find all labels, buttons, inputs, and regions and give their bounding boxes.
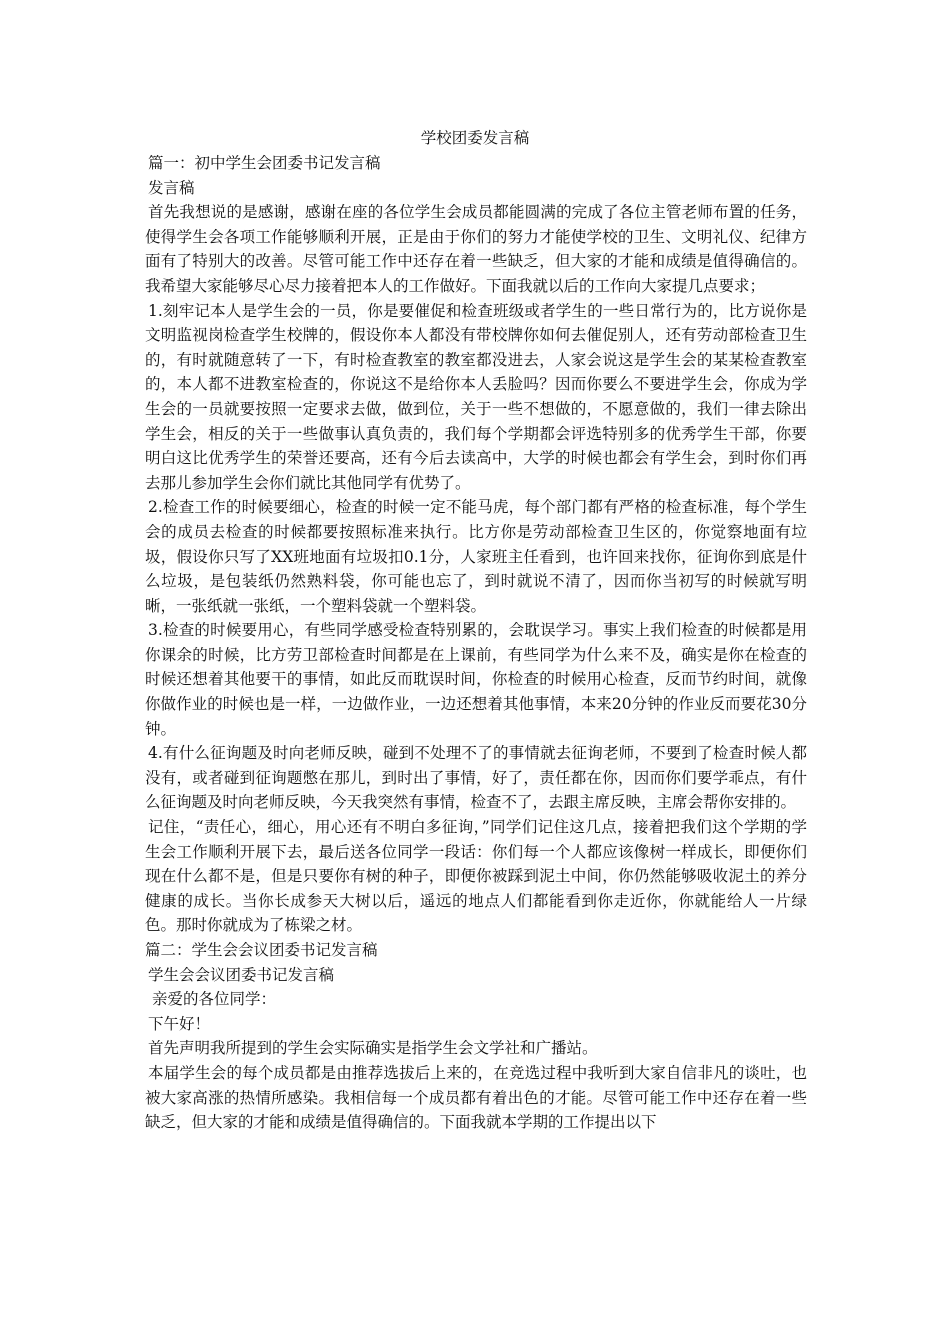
paragraph: 首先我想说的是感谢，感谢在座的各位学生会成员都能圆满的完成了各位主管老师布置的任务，使得学生会各项工作能够顺利开展，正是由于你们的努力才能使学校的卫生、文明礼仪、纪律方面有了特别大的改善。尽管可能工作中还存在着一些缺乏，但大家的才能和成绩是值得确信的。我希望大家能够尽心尽力接着把本人的工作做好。下面我就以后的工作向大家提几点要求；: [145, 203, 807, 295]
document-title: 学校团委发言稿: [420, 129, 530, 147]
paragraph: 学生会会议团委书记发言稿: [148, 965, 335, 984]
paragraph: 首先声明我所提到的学生会实际确实是指学生会文学社和广播站。: [148, 1039, 598, 1058]
paragraph: 记住，“责任心，细心，用心还有不明白多征询，”同学们记住这几点，接着把我们这个学期的学生会工作顺利开展下去，最后送各位同学一段话：你们每一个人都应该像树一样成长，即便你们现在什么都不是，但是只要你有树的种子，即便你被踩到泥土中间，你仍然能够吸收泥土的养分健康的成长。当你长成参天大树以后，遥远的地点人们都能看到你走近你，你就能给人一片绿色。那时你就成为了栋梁之材。: [145, 818, 807, 935]
paragraph: 2.检查工作的时候要细心，检查的时候一定不能马虎，每个部门都有严格的检查标准，每个学生会的成员去检查的时候都要按照标准来执行。比方你是劳动部检查卫生区的，你觉察地面有垃圾，假设你只写了XX班地面有垃圾扣0.1分，人家班主任看到，也许回来找你，征询你到底是什么垃圾，是包装纸仍然熟料袋，你可能也忘了，到时就说不清了，因而你当初写的时候就写明晰，一张纸就一张纸，一个塑料袋就一个塑料袋。: [145, 498, 807, 615]
paragraph: 本届学生会的每个成员都是由推荐选拔后上来的，在竞选过程中我听到大家自信非凡的谈吐，也被大家高涨的热情所感染。我相信每一个成员都有着出色的才能。尽管可能工作中还存在着一些缺乏，但大家的才能和成绩是值得确信的。下面我就本学期的工作提出以下: [145, 1063, 807, 1132]
paragraph: 1.刻牢记本人是学生会的一员，你是要催促和检查班级或者学生的一些日常行为的，比方说你是文明监视岗检查学生校牌的，假设你本人都没有带校牌你如何去催促别人，还有劳动部检查卫生的，有时就随意转了一下，有时检查教室的教室都没进去，人家会说这是学生会的某某检查教室的，本人都不进教室检查的，你说这不是给你本人丢脸吗？因而你要么不要进学生会，你成为学生会的一员就要按照一定要求去做，做到位，关于一些不想做的，不愿意做的，我们一律去除出学生会，相反的关于一些做事认真负责的，我们每个学期都会评选特别多的优秀学生干部，你要明白这比优秀学生的荣誉还要高，还有今后去读高中，大学的时候也都会有学生会，到时你们再去那儿参加学生会你们就比其他同学有优势了。: [145, 301, 807, 492]
paragraph: 篇二：学生会会议团委书记发言稿: [145, 941, 378, 959]
paragraph: 4.有什么征询题及时向老师反映，碰到不处理不了的事情就去征询老师，不要到了检查时候人都没有，或者碰到征询题憋在那儿，到时出了事情，好了，责任都在你，因而你们要学乖点，有什么征询题及时向老师反映，今天我突然有事情，检查不了，去跟主席反映，主席会帮你安排的。: [145, 744, 807, 812]
paragraph: 亲爱的各位同学：: [152, 990, 277, 1009]
paragraph: 3.检查的时候要用心，有些同学感受检查特别累的，会耽误学习。事实上我们检查的时候都是用你课余的时候，比方劳卫部检查时间都是在上课前，有些同学为什么来不及，确实是你在检查的时候还想着其他要干的事情，如此反而耽误时间，你检查的时候用心检查，反而节约时间，就像你做作业的时候也是一样，一边做作业，一边还想着其他事情，本来20分钟的作业反而要花30分钟。: [145, 621, 807, 738]
paragraph: 篇一：初中学生会团委书记发言稿: [148, 154, 381, 172]
paragraph: 下午好！: [148, 1014, 211, 1033]
paragraph: 发言稿: [148, 178, 195, 197]
document-body: [145, 151, 807, 1135]
